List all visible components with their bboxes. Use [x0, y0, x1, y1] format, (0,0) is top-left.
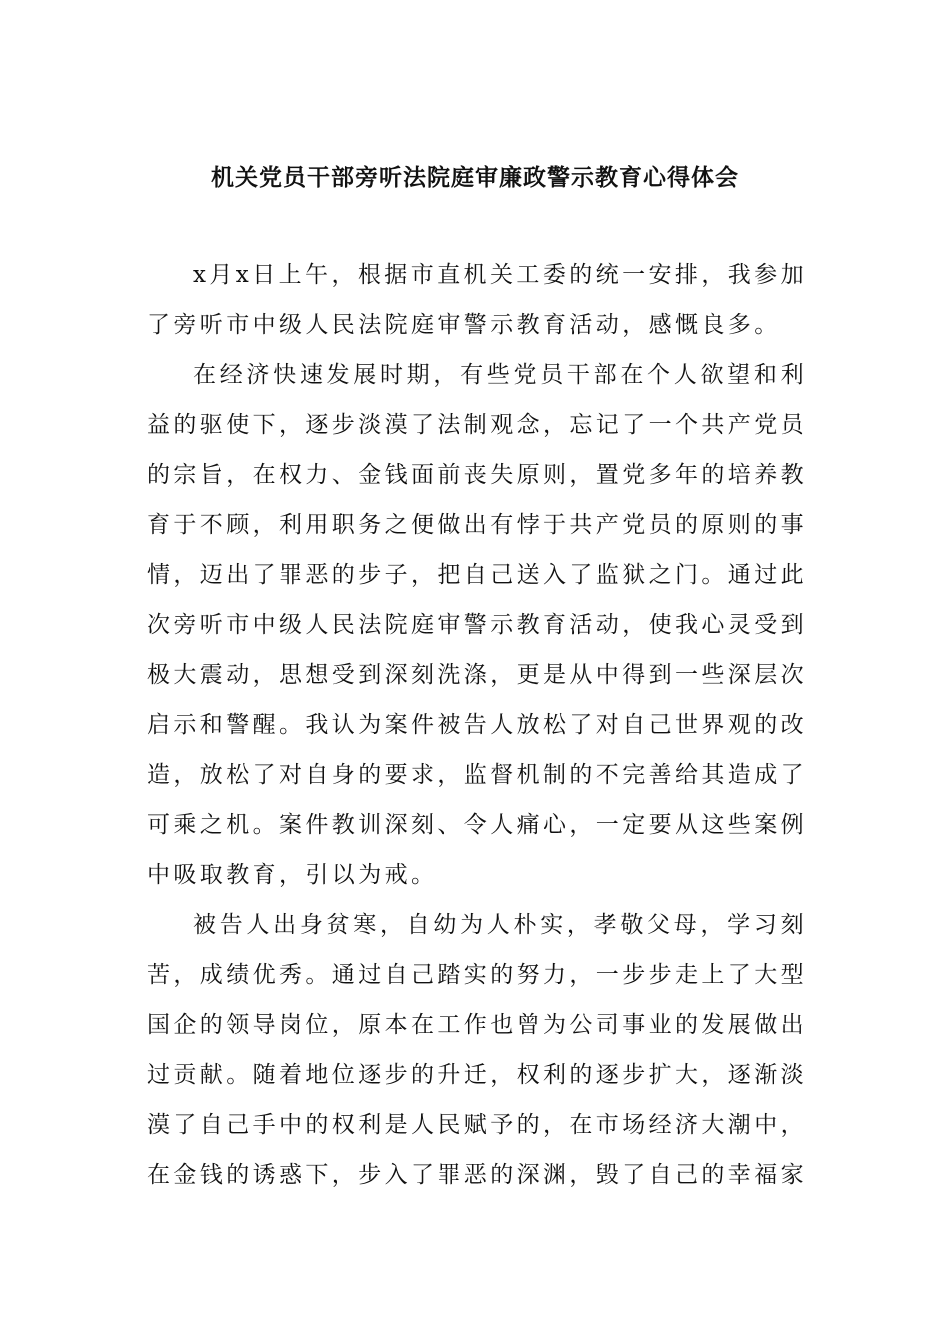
paragraph-defendant-background: 被告人出身贫寒，自幼为人朴实，孝敬父母，学习刻苦，成绩优秀。通过自己踏实的努力，一步步走上了大型国企的领导岗位，原本在工作也曾为公司事业的发展做出过贡献。随着地位逐步的升迁，权利的逐步扩大，逐渐淡漠了自己手中的权利是人民赋予的，在市场经济大潮中，在金钱的诱惑下，步入了罪恶的深渊，毁了自己的幸福家	[147, 912, 807, 1188]
paragraph-reflection: 在经济快速发展时期，有些党员干部在个人欲望和利益的驱使下，逐步淡漠了法制观念，忘记了一个共产党员的宗旨，在权力、金钱面前丧失原则，置党多年的培养教育于不顾，利用职务之便做出有悖于共产党员的原则的事情，迈出了罪恶的步子，把自己送入了监狱之门。通过此次旁听市中级人民法院庭审警示教育活动，使我心灵受到极大震动，思想受到深刻洗涤，更是从中得到一些深层次启示和警醒。我认为案件被告人放松了对自己世界观的改造，放松了对自身的要求，监督机制的不完善给其造成了可乘之机。案件教训深刻、令人痛心，一定要从这些案例中吸取教育，引以为戒。	[147, 362, 807, 888]
paragraph-intro: x月x日上午，根据市直机关工委的统一安排，我参加了旁听市中级人民法院庭审警示教育活动，感慨良多。	[147, 262, 807, 338]
document-title: 机关党员干部旁听法院庭审廉政警示教育心得体会	[211, 164, 739, 191]
document-body	[147, 250, 807, 1200]
